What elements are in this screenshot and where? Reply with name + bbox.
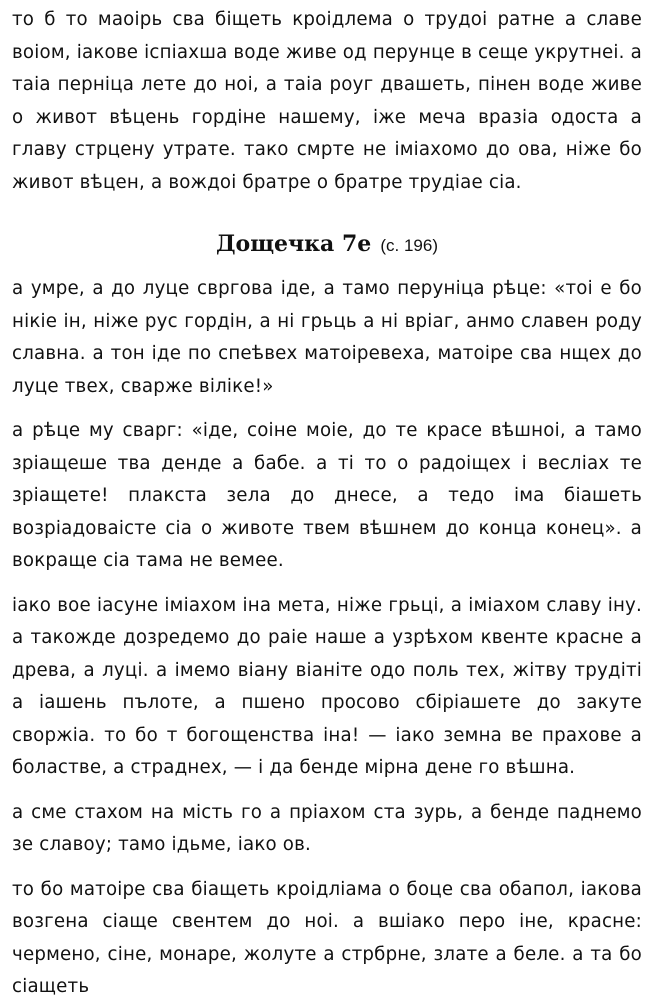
intro-paragraph: то б то маоірь сва біщеть кроідлема о трудоі ратне а славе воіом, іакове іспіахша воде живе од перунце в сеще укрутнеі. а таіа перніца лете до ноі, а таіа роуг двашеть, пінен воде живе о живот вѣцень гордіне нашему, іже меча вразіа одоста а главу стрцену утрате. тако смрте не іміахомо до ова, ніже бо живот вѣцен, а вождоі братре о братре трудіае сіа. [12, 9, 642, 193]
paragraph-4: а сме стахом на мість го а пріахом ста зурь, а бенде паднемо зе славоу; тамо ідьме, іако ов. [12, 801, 642, 855]
paragraph-2: а рѣце му сварг: «іде, соіне моіе, до те красе вѣшноі, а тамо зріащеше тва денде а бабе. а ті то о радоіщех і весліах те зріащете! плакста зела до днесе, а тедо іма біашеть возріадоваісте сіа о животе твем вѣшнем до конца конец». а вокраще сіа тама не вемее. [12, 420, 642, 571]
section-heading [12, 225, 642, 265]
section-title: Дощечка 7е [216, 231, 372, 257]
document-page [12, 4, 642, 1004]
section-reference: (с. 196) [380, 236, 438, 255]
paragraph-3: іако вое іасуне іміахом іна мета, ніже грьці, а іміахом славу іну. а такожде дозредемо до раіе наше а узрѣхом квенте красне а древа, а луці. а імемо віану віаніте одо поль тех, жітву трудіті а іашень пълоте, а пшено просово сбіріашете до закуте своржіа. то бо т богощенства іна! — іако земна ве прахове а боластвe, а страднех, — і да бенде мірна дене го вѣшна. [12, 594, 642, 778]
paragraph-5: то бо матоіре сва біащеть кроідліама о боце сва обапол, іакова возгена сіаще свентем до ноі. а вшіако перо іне, красне: чермено, сіне, монаре, жолуте а стрбрне, злате а беле. а та бо сіащеть [12, 878, 642, 997]
paragraph-1: а умре, а до луце свргова іде, а тамо перуніца рѣце: «тоі е бо нікіе ін, ніже рус гордін, а ні грьць а ні вріаг, анмо славен роду славна. а тон іде по спеѣвех матоіревеха, матоіре сва нщех до луце твех, сварже віліке!» [12, 278, 642, 397]
